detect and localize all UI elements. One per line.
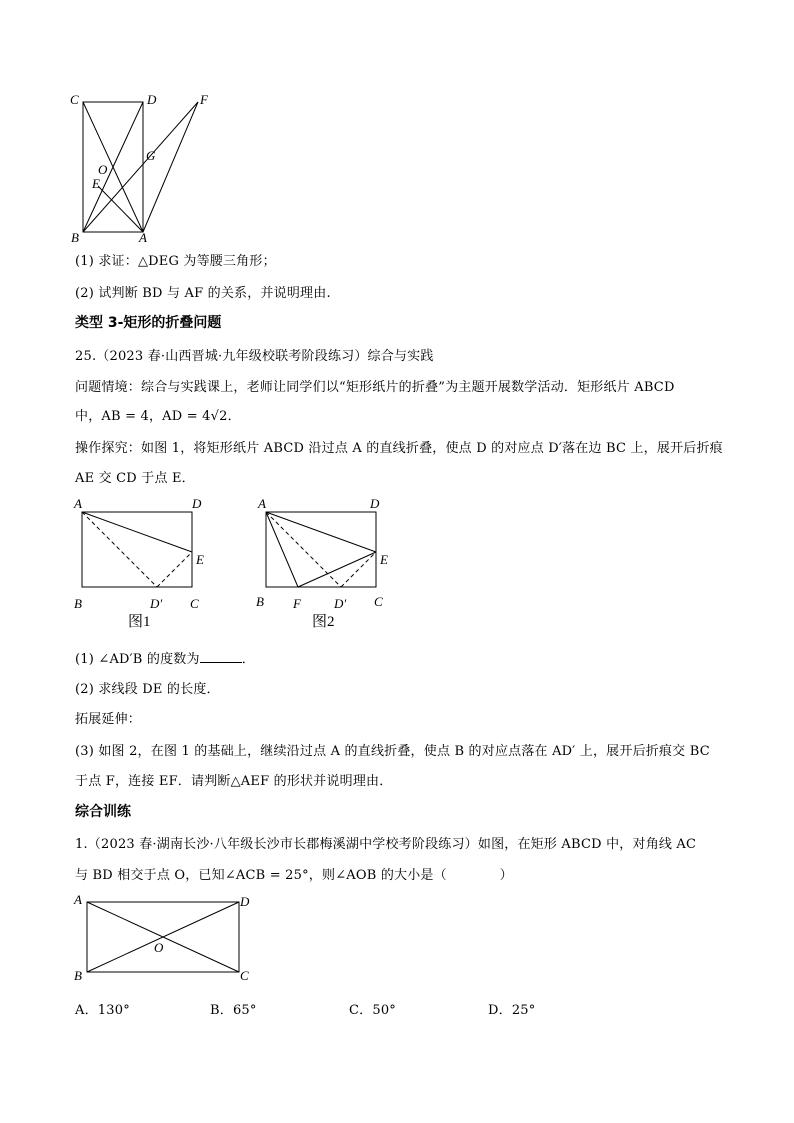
q1-line2: 与 BD 相交于点 O，已知∠ACB = 25°，则∠AOB 的大小是（ ） <box>75 868 513 883</box>
fold1-label-e: E <box>196 552 204 567</box>
section-comprehensive: 综合训练 <box>75 804 131 820</box>
fold2-line-fe <box>298 552 376 587</box>
q25-intro1: 问题情境：综合与实践课上，老师让同学们以“矩形纸片的折叠”为主题开展数学活动．矩形纸片 ABCD <box>75 380 675 395</box>
option-a[interactable]: A．130° <box>75 1003 130 1018</box>
q1-label-o: O <box>154 940 164 955</box>
label-f: F <box>200 92 208 107</box>
option-b[interactable]: B．65° <box>210 1003 257 1018</box>
q25-sub2: (2) 求线段 DE 的长度． <box>75 682 220 697</box>
q25-op2: AE 交 CD 于点 E． <box>75 471 195 486</box>
label-e: E <box>92 176 100 191</box>
fold2-dash-de <box>341 552 376 587</box>
fold1-label-b: B <box>74 596 82 611</box>
fold2-label-e: E <box>380 552 388 567</box>
label-d: D <box>147 92 157 107</box>
fold2-crease-af <box>266 512 298 587</box>
q25-intro2: 中，AB = 4，AD = 4√2． <box>75 409 241 424</box>
label-b: B <box>71 230 79 245</box>
q25-sub1-end: ． <box>241 652 255 667</box>
option-d[interactable]: D．25° <box>488 1003 536 1018</box>
prev-sub2: (2) 试判断 BD 与 AF 的关系，并说明理由. <box>75 286 331 301</box>
figure-rect-abcd <box>66 888 266 988</box>
fold1-dash-ad <box>82 512 157 587</box>
fig1-caption: 图1 <box>128 614 151 630</box>
fold1-crease-ae <box>82 512 192 552</box>
figure-fold-2 <box>252 492 402 632</box>
label-a: A <box>139 230 147 245</box>
fold2-crease-ae <box>266 512 376 552</box>
q25-sub1 <box>75 648 255 667</box>
fold2-label-d: D <box>370 496 380 511</box>
label-g: G <box>146 148 156 163</box>
fold1-label-c: C <box>190 596 199 611</box>
fold2-dash-ad <box>266 512 341 587</box>
fold2-label-dp: D′ <box>334 596 347 611</box>
q1-label-c: C <box>240 968 249 983</box>
label-c: C <box>70 92 79 107</box>
q1-line1: 1.（2023 春·湖南长沙·八年级长沙市长郡梅溪湖中学校考阶段练习）如图，在矩形 ABCD 中，对角线 AC <box>75 837 697 852</box>
fold1-dash-de <box>157 552 192 587</box>
fold2-label-c: C <box>374 594 383 609</box>
q25-ext: 拓展延伸： <box>75 712 142 727</box>
section-type3: 类型 3-矩形的折叠问题 <box>75 315 222 331</box>
fig2-caption: 图2 <box>312 614 335 630</box>
fold1-label-dp: D′ <box>150 596 163 611</box>
q1-label-d: D <box>240 894 250 909</box>
q25-op1: 操作探究：如图 1，将矩形纸片 ABCD 沿过点 A 的直线折叠，使点 D 的对应点 D′落在边 BC 上，展开后折痕 <box>75 441 723 456</box>
fold1-label-a: A <box>74 496 82 511</box>
figure-rect-cdba <box>60 90 230 245</box>
label-o: O <box>98 162 108 177</box>
fold1-label-d: D <box>192 496 202 511</box>
prev-sub1: (1) 求证：△DEG 为等腰三角形； <box>75 254 276 269</box>
line-ea <box>98 186 143 232</box>
q1-label-a: A <box>74 892 82 907</box>
q1-label-b: B <box>74 968 82 983</box>
q25-title: 25.（2023 春·山西晋城·九年级校联考阶段练习）综合与实践 <box>75 349 434 364</box>
line-af <box>143 102 198 232</box>
q25-sub3b: 于点 F，连接 EF．请判断△AEF 的形状并说明理由． <box>75 774 393 789</box>
figure-fold-1 <box>68 492 218 632</box>
answer-blank[interactable] <box>200 650 242 663</box>
fold2-label-f: F <box>293 596 301 611</box>
fold2-label-b: B <box>256 594 264 609</box>
fold2-label-a: A <box>258 496 266 511</box>
q25-sub1-text: (1) ∠AD′B 的度数为 <box>75 652 200 667</box>
q25-sub3a: (3) 如图 2，在图 1 的基础上，继续沿过点 A 的直线折叠，使点 B 的对应点落在 AD′ 上，展开后折痕交 BC <box>75 744 710 759</box>
fold1-rect <box>82 512 192 587</box>
option-c[interactable]: C．50° <box>349 1003 396 1018</box>
